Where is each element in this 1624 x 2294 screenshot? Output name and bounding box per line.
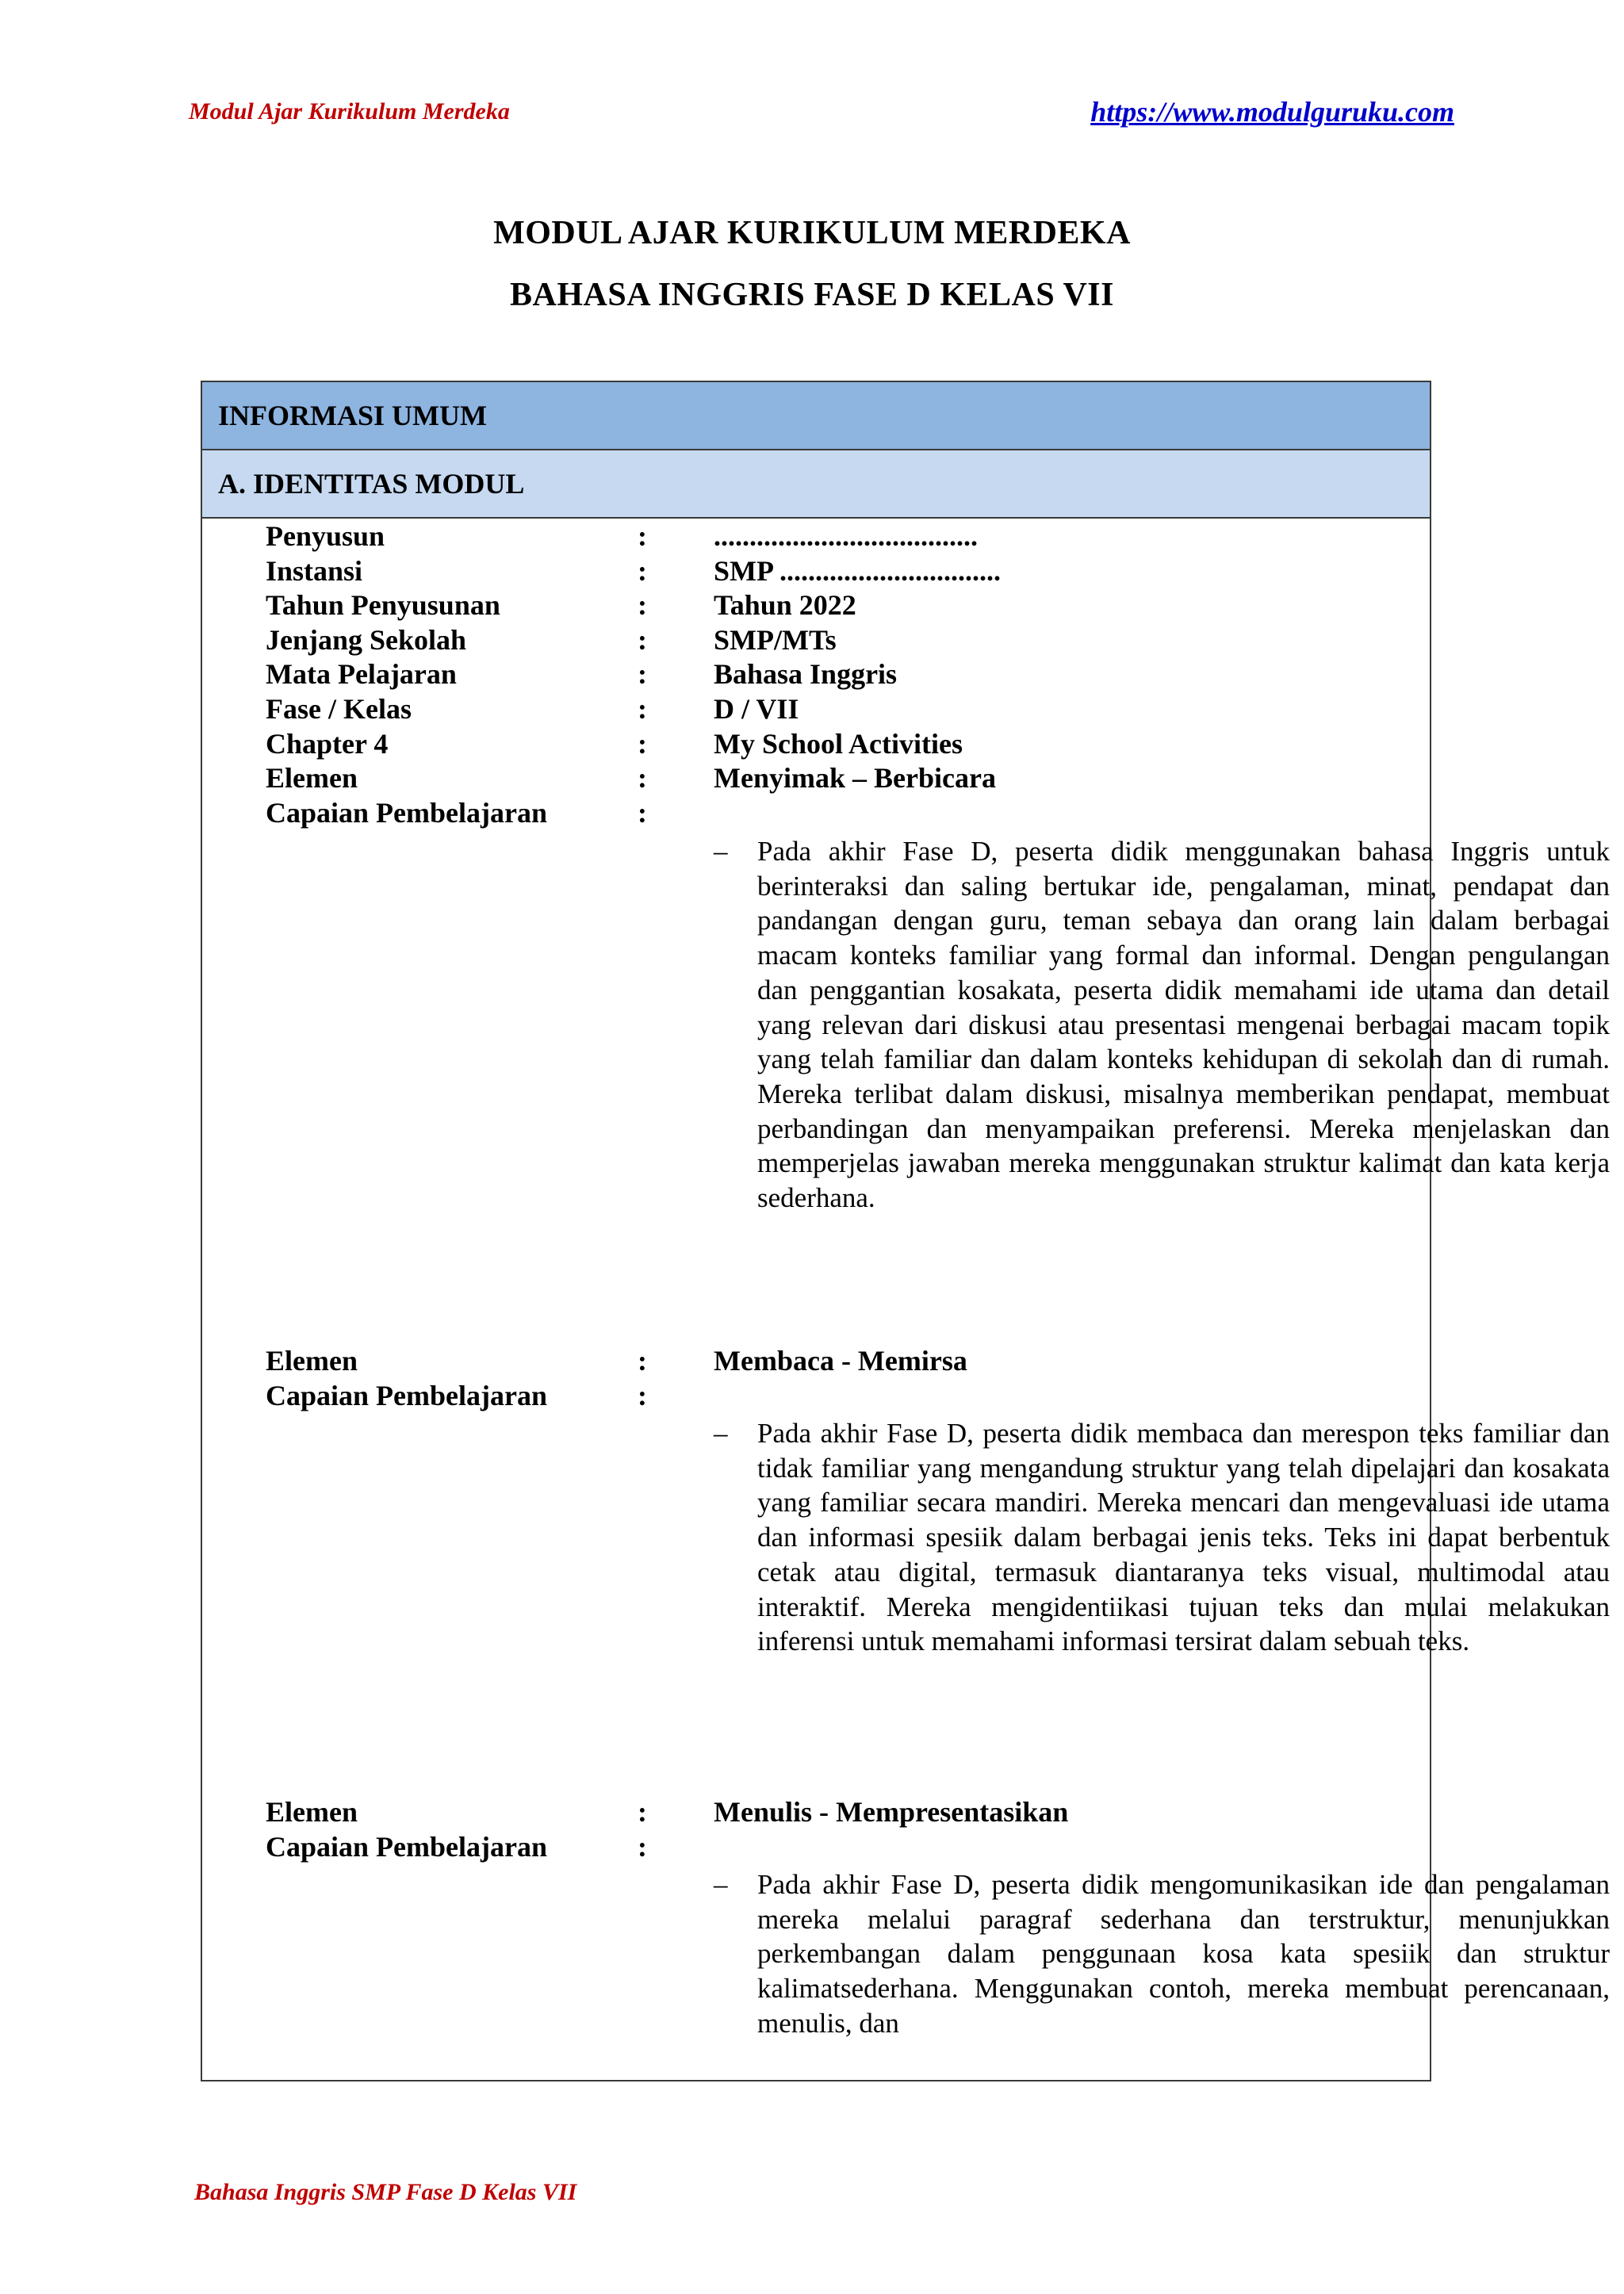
- document-subtitle: BAHASA INGGRIS FASE D KELAS VII: [510, 277, 1114, 313]
- field-colon: :: [638, 554, 647, 587]
- field-label: Chapter 4: [266, 727, 389, 760]
- field-label: Capaian Pembelajaran: [266, 1830, 547, 1863]
- field-value: Bahasa Inggris: [714, 658, 898, 691]
- cp-paragraph-membaca-memirsa: Pada akhir Fase D, peserta didik membaca dan merespon teks familiar dan tidak familiar yang mengandung struktur yang telah dipelajari dan kosakata yang familiar secara mandiri. Mereka mencari dan mengevaluasi ide utama dan informasi spesiik dalam berbagai jenis teks. Teks ini dapat berbentuk cetak atau digital, termasuk diantaranya teks visual, multimodal atau interaktif. Mereka mengidentiikasi tujuan teks dan mulai melakukan inferensi untuk memahami informasi tersirat dalam sebuah teks.: [757, 1418, 1610, 1657]
- field-colon: :: [638, 1379, 647, 1411]
- field-colon: :: [638, 658, 647, 691]
- field-label: Penyusun: [266, 520, 385, 552]
- field-label: Fase / Kelas: [266, 693, 412, 725]
- field-colon: :: [638, 1345, 647, 1377]
- field-colon: :: [638, 693, 647, 725]
- field-value: Tahun 2022: [714, 589, 856, 622]
- field-value: .....................................: [714, 520, 978, 552]
- field-value: D / VII: [714, 693, 799, 725]
- cp-paragraph-menulis-mempresentasikan: Pada akhir Fase D, peserta didik mengomunikasikan ide dan pengalaman mereka melalui paragraf sederhana dan terstruktur, menunjukkan perkembangan dalam penggunaan kosa kata spesiik dan struktur kalimatsederhana. Menggunakan contoh, mereka membuat perencanaan, menulis, dan: [757, 1869, 1610, 2039]
- field-label: Elemen: [266, 1345, 358, 1377]
- field-value: SMP ...............................: [714, 554, 1002, 587]
- header-module-name: Modul Ajar Kurikulum Merdeka: [189, 98, 510, 124]
- field-label: Jenjang Sekolah: [266, 623, 467, 656]
- document-title: MODUL AJAR KURIKULUM MERDEKA: [493, 215, 1131, 251]
- info-table: [201, 381, 1610, 2081]
- cp-dash-bullet: –: [714, 1418, 728, 1449]
- field-value: SMP/MTs: [714, 623, 837, 656]
- header-website-link[interactable]: https://www.modulguruku.com: [1090, 96, 1454, 128]
- cp-dash-bullet: –: [714, 1869, 728, 1900]
- field-label: Tahun Penyusunan: [266, 589, 500, 622]
- field-value: Menyimak – Berbicara: [714, 762, 996, 795]
- field-colon: :: [638, 1796, 647, 1828]
- field-colon: :: [638, 727, 647, 760]
- field-colon: :: [638, 796, 647, 829]
- field-colon: :: [638, 520, 647, 552]
- field-label: Elemen: [266, 762, 358, 795]
- field-label: Capaian Pembelajaran: [266, 796, 547, 829]
- field-colon: :: [638, 623, 647, 656]
- section-header-informasi-umum: INFORMASI UMUM: [202, 382, 1430, 450]
- field-value: Menulis - Mempresentasikan: [714, 1796, 1069, 1828]
- field-value: Membaca - Memirsa: [714, 1345, 967, 1377]
- field-label: Instansi: [266, 554, 363, 587]
- subsection-header-identitas-modul: A. IDENTITAS MODUL: [202, 450, 1430, 519]
- cp-dash-bullet: –: [714, 836, 728, 867]
- field-colon: :: [638, 1830, 647, 1863]
- field-colon: :: [638, 589, 647, 622]
- field-label: Elemen: [266, 1796, 358, 1828]
- field-value: My School Activities: [714, 727, 963, 760]
- footer-text: Bahasa Inggris SMP Fase D Kelas VII: [194, 2179, 577, 2205]
- field-label: Mata Pelajaran: [266, 658, 457, 691]
- field-label: Capaian Pembelajaran: [266, 1379, 547, 1411]
- cp-paragraph-menyimak-berbicara: Pada akhir Fase D, peserta didik menggunakan bahasa Inggris untuk berinteraksi dan saling bertukar ide, pengalaman, minat, pendapat dan pandangan dengan guru, teman sebaya dan orang lain dalam berbagai macam konteks familiar yang formal dan informal. Dengan pengulangan dan penggantian kosakata, peserta didik memahami ide utama dan detail yang relevan dari diskusi atau presentasi mengenai berbagai macam topik yang telah familiar dan dalam konteks kehidupan di sekolah dan di rumah. Mereka terlibat dalam diskusi, misalnya memberikan pendapat, membuat perbandingan dan menyampaikan preferensi. Mereka menjelaskan dan memperjelas jawaban mereka menggunakan struktur kalimat dan kata kerja sederhana.: [757, 836, 1610, 1214]
- field-colon: :: [638, 762, 647, 795]
